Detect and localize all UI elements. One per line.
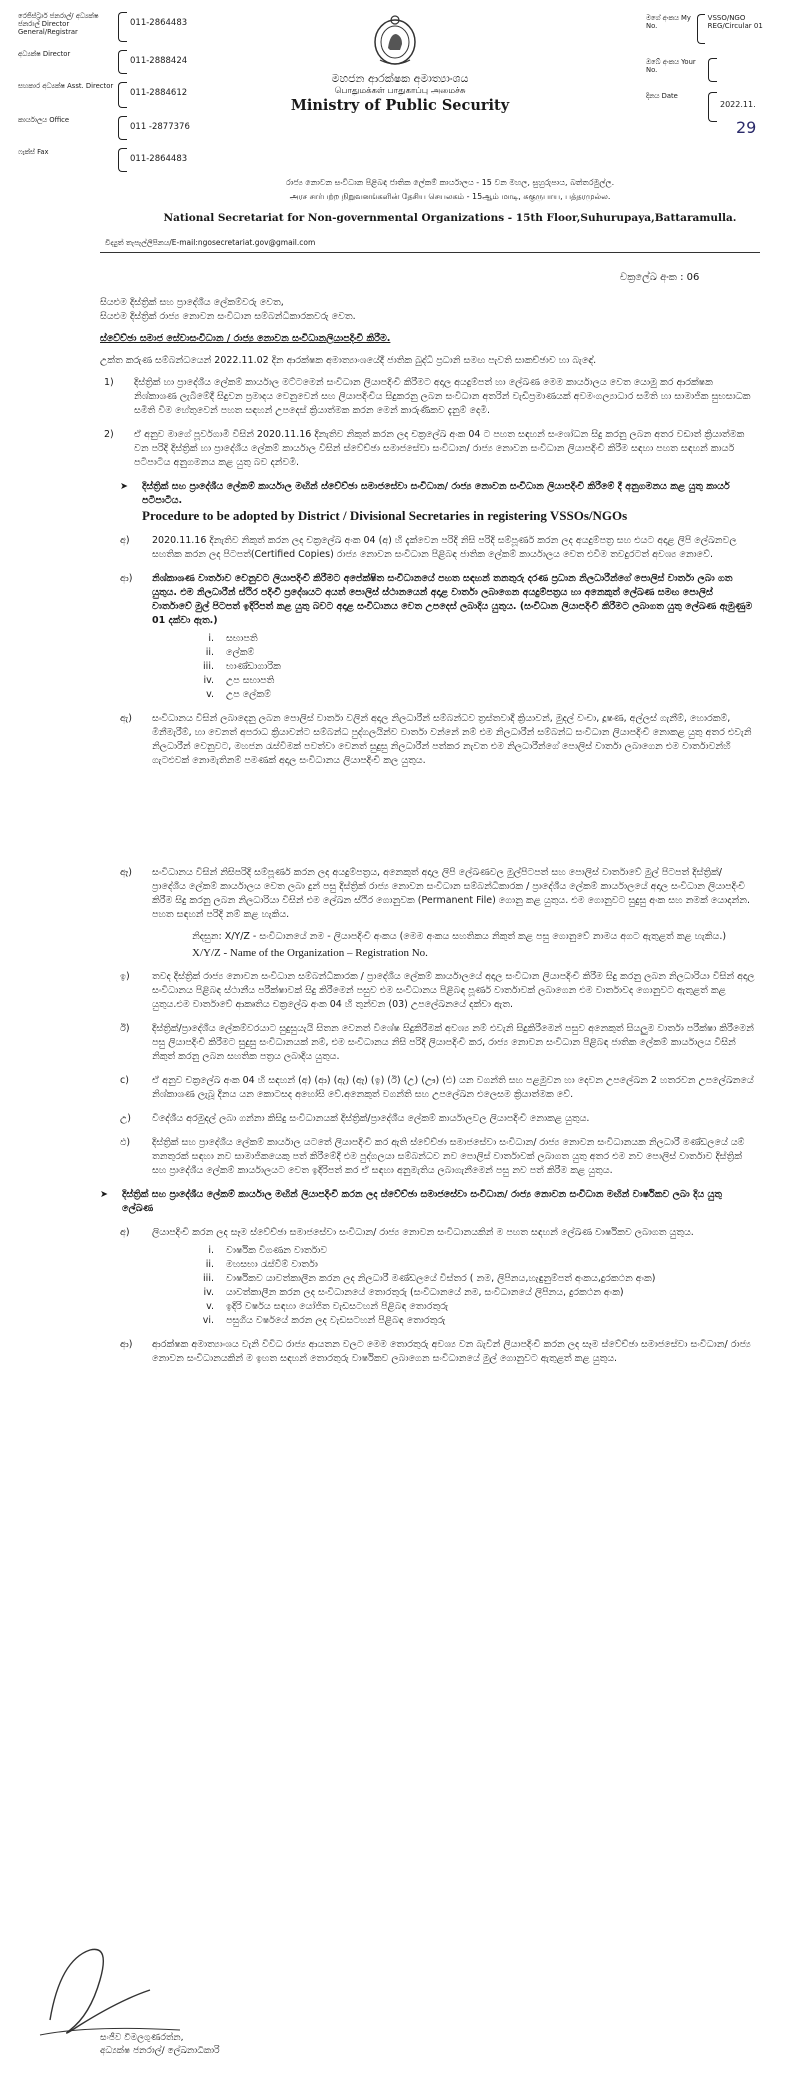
contact-row [18,82,218,108]
clause: ඊ) දිස්ත්‍රික්/ප්‍රාදේශීය ලේකම්වරයාට සුදුසුයැයි සිතන වෙනත් විශේෂ සිදුකිරීමක් අවශ්‍ය නම් එවැනි සිදුකිරීමෙන් පසුව අනෙකුත් සියලුම වාර්තා පරීක්ෂා කිරීමෙන් පසු ලියාපදිංචි කිරීමට සුදුසු සංවිධානයක් නම්, එම සංවිධානය නිසි පරිදි ලියාපදිංචි කර, රාජ්‍ය නොවන සංවිධාන පිළිබඳ ජාතික ලේකම් කාර්යාලය විසින් නිකුත් කරනු ලබන සහතික පත්‍රය ලබාදිය යුතුය. [120,1023,754,1062]
contact-label: අධ්‍යක්ෂ Director [18,50,71,58]
arrow-bullet-icon: ➤ [100,1189,108,1200]
contact-label: ෆැක්ස් Fax [18,148,49,156]
recipient-line: සියළුම දිස්ත්‍රික් රාජ්‍ය නොවන සංවිධාන සම්බන්ධීකාරකවරු වෙත. [100,311,356,322]
list-item: i. සභාපති [208,633,258,644]
secretariat-english: National Secretariat for Non-governmental Organizations - 15th Floor,Suhurupaya,Battaramulla. [163,212,737,224]
procedure-heading-english: Procedure to be adopted by District / Divisional Secretaries in registering VSSOs/NGOs [142,508,628,523]
clause: ආ) නිශ්කාශණ වාර්තාව වෙනුවට ලියාපදිංචි කිරීමට අපේක්ෂිත සංවිධානයේ පහත සඳහන් තනතුරු දරණ ප්‍රධාන නිලධාරීන්ගේ පොලිස් වාර්තා ලබා ගත යුතුය. එම නිලධාරීන් ස්ථිර පදිංචි ප්‍රදේශයට අයත් පොලිස් ස්ථානයෙන් අදාළ වාර්තා ලබාගෙන අයදුම්පත්‍රය හා අනෙකුත් ලේඛණ සමඟ පොලිස් වාර්තාවේ මුල් පිටපත් ඉදිරිපත් කළ යුතු බවට අදාළ සංවිධානය වෙත උපදෙස් ලබාදිය යුතුය. (සංවිධාන ලියාපදිංචි කිරීමට ලබාගත යුතු ලේඛණ ඇමුණුම 01 දක්වා ඇත.) i. සභාපති ii. ලේකම් iii. භාණ්ඩාගාරික iv. උප සභාපති v. උප ලේකම් [120,572,755,702]
ref-label: මගේ අංකය My No. [646,14,691,31]
divider [100,252,760,253]
contact-label: සහකාර අධ්‍යක්ෂ Asst. Director [18,82,114,90]
contact-value: 011-2888424 [130,56,188,66]
signatory-title: අධ්‍යක්ෂ ජනරාල්/ ලේඛනාධිකාරි [100,2046,220,2056]
letter-body [100,296,755,1376]
list-item: ii. ලේකම් [205,647,255,658]
subject-line: ස්වේච්ඡා සමාජ සේවාසංවිධාන / රාජ්‍ය නොවන සංවිධානලියාපදිංචි කිරීම. [100,333,391,344]
list-item: iv. උප සභාපති [203,675,275,686]
clause: අ) ලියාපදිංචි කරන ලද සෑම ස්වේච්ඡා සමාජසේවා සංවිධාන/ රාජ්‍ය නොවන සංවිධානයකින් ම පහත සඳහන් ලේඛණ වාර්ෂිකව ලබාගත යුතුය. i. වාර්ෂික විගණන වාර්තාව ii. මහසභා රැස්වීම් වාර්තා iii. වාර්ෂිකව යාවත්කාලීන කරන ලද නිලධාරී මණ්ඩලයේ විස්තර ( නම, ලිපිනය,හැඳුනුම්පත් අංකය,දුරකථන අංක) iv. යාවත්කාලීන කරන ලද සංවිධානයේ තොරතුරු (සංවිධානයේ නම, සංවිධානයේ ලිපිනය, දුරකථන අංක) v. ඉදිරි වර්ෂය සඳහා යෝජිත වැඩසටහන් පිළිබඳ තොරතුරු vi. පසුගිය වර්ෂයේ කරන ලද වැඩසටහන් පිළිබඳ තොරතුරු [120,1227,694,1326]
ref-label: දිනය Date [646,92,678,100]
page-break-gap [100,778,755,866]
contact-row [18,50,218,74]
ministry-title-block [190,72,610,114]
annual-docs-list [192,1244,694,1328]
contact-value: 011-2884612 [130,88,188,98]
example-en: X/Y/Z - Name of the Organization – Registration No. [192,947,428,959]
circular-number: චක්‍රලේඛ අංක : 06 [620,272,700,283]
list-item: i. වාර්ෂික විගණන වාර්තාව [208,1245,328,1256]
letterhead-refs-right [646,14,786,130]
ministry-name-sinhala: මහජන ආරක්ෂක අමාත්‍යාංශය [331,72,469,85]
example-si: නිදසුන: X/Y/Z - සංවිධානයේ නම - ලියාපදිංචි අංකය (මෙම අංකය සහතිකය නිකුත් කළ පසු ගොනුවේ නාමය අගට ඇතුළත් කළ හැකිය.) [192,931,727,942]
procedure-heading [120,480,755,524]
ref-row [646,14,786,44]
ref-label: ඔබේ අංකය Your No. [646,58,696,75]
signatory-block [100,2032,220,2058]
clause: ඵ) දිස්ත්‍රික් සහ ප්‍රාදේශීය ලේකම් කාර්යාල යටතේ ලියාපදිංචි කර ඇති ස්වේච්ඡා සමාජසේවා සංවිධාන/ රාජ්‍ය නොවන සංවිධානයක නිලධාරී මණ්ඩලයේ යම් තනතුරක් සඳහා නව සාමාජිකයෙකු පත් කිරීමේදී එම පුද්ගලයා සම්බන්ධව නව පොලිස් වාර්තාවක් ලබාගත යුතු අතර එම නව පොලිස් වාර්තාව දිස්ත්‍රික් සහ ප්‍රාදේශීය ලේකම් කාර්යාලයට වෙත ඉදිරිපත් කර ඒ සඳහා අනුමැතිය ලබාගැනීමෙන් පසු නව පත් කිරීම කළ යුතුය. [120,1137,745,1176]
annual-docs-heading: ➤ දිස්ත්‍රික් සහ ප්‍රාදේශීය ලේකම් කාර්යාල මඟින් ලියාපදිංචි කරන ලද ස්වේච්ඡා සමාජසේවා සංවිධාන/ රාජ්‍ය නොවන සංවිධාන මඟින් වාර්ෂිකව ලබා දිය යුතු ලේඛණ [100,1189,723,1214]
contact-row [18,148,218,172]
contact-value: 011 -2877376 [130,122,190,132]
procedure-heading-sinhala: දිස්ත්‍රික් සහ ප්‍රාදේශීය ලේකම් කාර්යාල මඟින් ස්වේච්ඡා සමාජසේවා සංවිධාන/ රාජ්‍ය නොවන සංවිධාන ලියාපදිංචි කිරීමේ දී අනුගමනය කළ යුතු කාර්ය පටිපාටිය. [142,481,730,506]
list-item: vi. පසුගිය වර්ෂයේ කරන ලද වැඩසටහන් පිළිබඳ තොරතුරු [202,1315,446,1326]
contact-value: 011-2864483 [130,154,188,164]
intro-paragraph: උක්ත කරුණ සම්බන්ධයෙන් 2022.11.02 දින ආරක්ෂක අමාත්‍යාංශයේදී ජාතික බුද්ධි ප්‍රධානි සමඟ පැවති සාකච්ඡාව හා බැඳේ. [100,355,597,366]
contact-label: රෙජිස්ට්‍රාර් ජනරාල්/ අධ්‍යක්ෂ ජනරාල් Director General/Registrar [18,12,99,37]
numbered-paragraph: 2) ඒ අනුව මාගේ පූර්වගාමී විසින් 2020.11.16 දිනැතිව නිකුත් කරන ලද චක්‍රලේඛ අංක 04 ට පහත සඳහන් සංශෝධන සිදු කරනු ලබන අතර වඩාත් ක්‍රියාත්මක වන පරිදි දිස්ත්‍රික් හා ප්‍රාදේශීය ලේකම් කාර්යාල විසින් ස්වේච්ඡා සමාජසේවා සංවිධාන/ රාජ්‍ය නොවන සංවිධාන ලියාපදිංචි කිරීම සඳහා පහත සඳහන් කාර්ය පටිපාටිය අනුගමනය කළ යුතු බව දන්වමි. [104,429,745,468]
numbered-paragraph: 1) දිස්ත්‍රික් හා ප්‍රාදේශීය ලේකම් කාර්යාල මට්ටමෙන් සංවිධාන ලියාපදිංචි කිරීමට අදාල අයදුම්පත් හා ලේඛණ මෙම කාර්යාලය වෙත යොමු කර ආරක්ෂක නිශ්කාශණ ලැබීමේදී සිදුවන ප්‍රමාදය වෙනුවෙන් සහ ලියාපදිංචිය සිදුකරනු ලබන සංවිධාන අතරින් වැඩිප්‍රමාණයක් අවමංගල්‍යාධාර සමිති හා සාමාජික සුභසාධක සමිති වීම හේතුවෙන් පහත සඳහන් උපදෙස් ක්‍රියාත්මක කරන මෙන් කාරුණිකව දැනුම් දෙමි. [104,377,751,416]
secretariat-sinhala: රාජ්‍ය නොවන සංවිධාන පිළිබඳ ජාතික ලේකම් කාර්යාලය - 15 වන මහල, සුහුරුපාය, බත්තරමුල්ල. [285,178,615,187]
clause: ආ) ආරක්ෂක අමාත්‍යාංශය වැනි විවිධ රාජ්‍ය ආයතන වලට මෙම තොරතුරු අවශ්‍ය වන බැවින් ලියාපදිංචි කරන ලද සෑම ස්වේච්ඡා සමාජසේවා සංවිධාන/ රාජ්‍ය නොවන සංවිධානයකින් ම ඉහත සඳහන් තොරතුරු වාර්ෂිකව ලබාගෙන සංවිධානයේ මුල් ගොනුවට ඇතුළත් කළ යුතුය. [120,1339,751,1364]
ref-row [646,92,786,122]
contact-value: 011-2864483 [130,18,188,28]
clause: උ) විදේශීය අරමුදල් ලබා ගන්නා කිසිදු සංවිධානයක් දිස්ත්‍රික්/ප්‍රාදේශීය ලේකම් කාර්යාලවල ලියාපදිංචි නොකළ යුතුය. [120,1113,590,1124]
ref-value: 2022.11. [720,100,756,109]
list-item: v. ඉදිරි වර්ෂය සඳහා යෝජිත වැඩසටහන් පිළිබඳ තොරතුරු [206,1301,449,1312]
ministry-name-english: Ministry of Public Security [290,97,510,114]
contact-label: කාර්යාලය Office [18,116,70,124]
list-item: ii. මහසභා රැස්වීම් වාර්තා [205,1259,318,1270]
email-line: විද්‍යුත් තැපැල්ලිපිනය/E-mail:ngosecretariat.gov@gmail.com [105,238,316,247]
arrow-bullet-icon: ➤ [120,481,128,492]
handwritten-date: 29 [736,118,757,137]
recipient-line: සියළුම දිස්ත්‍රික් සහ ප්‍රාදේශීය ලේකම්වරු වෙත, [100,297,284,308]
list-item: v. උප ලේකම් [206,689,271,700]
list-item: iii. වාර්ෂිකව යාවත්කාලීන කරන ලද නිලධාරී මණ්ඩලයේ විස්තර ( නම, ලිපිනය,හැඳුනුම්පත් අංකය,දුරකථන අංක) [203,1273,656,1284]
contact-row [18,12,218,42]
letterhead-contacts-left [18,12,218,180]
secretariat-tamil: அரச சார்பற்ற நிறுவனங்களின் தேசிய செயலகம் - 15ஆம் மாடி, சுகுருபாய, பத்தரமுல்ல. [289,192,611,201]
clause: අ) 2020.11.16 දිනැතිව නිකුත් කරන ලද චක්‍රලේඛ අංක 04 (අ) හි දැක්වෙන පරිදි නිසි පරිදි සම්පූර්ණ කරන ලද අයදුම්පත්‍ර සහ එයට අදාළ ලිපි ලේඛනවල සහතික කරන ලද පිටපත්(Certified Copies) රාජ්‍ය නොවන සංවිධාන පිළිබඳ ජාතික ලේකම් කාර්යාලය වෙත එවීම තවදුරටත් අවශ්‍ය නොවේ. [120,535,737,560]
ref-value: VSSO/NGO REG/Circular 01 [707,14,763,30]
contact-row [18,116,218,140]
clause: c) ඒ අනුව චක්‍රලේඛ අංක 04 හි සඳහන් (අ) (ආ) (ඇ) (ඈ) (ඉ) (ඊ) (උ) (ඌ) (එ) යන වගන්ති සහ පළමුවන හා දෙවන උපලේඛන 2 හතරවන උපලේඛනයේ නිශ්කාශණ ලැබූ දිනය යන කොටසද අහෝසි වේ.අනෙකුත් වගන්ති සහ උපලේඛන එලෙසම ක්‍රියාත්මක වේ. [120,1075,754,1100]
list-item: iv. යාවත්කාලීන කරන ලද සංවිධානයේ තොරතුරු (සංවිධානයේ නම, සංවිධානයේ ලිපිනය, දුරකථන අංක) [203,1287,624,1298]
clause: ඉ) තවද දිස්ත්‍රික් රාජ්‍ය නොවන සංවිධාන සම්බන්ධීකාරක / ප්‍රාදේශීය ලේකම් කාර්යාලයේ අදාල සංවිධාන ලියාපදිංචි කිරීම සිදු කරනු ලබන නිලධාරියා විසින් අදාල සංවිධානය පිළිබඳ ස්ථානීය පරීක්ෂාවක් සිදු කිරීමෙන් පසුව එම සංවිධානය පිළිබඳ පූර්ණ වාර්තාවක් ලබාගෙන එම වාර්තාවද ගොනුවට ඇතුළත් කළ යුතුය.එම වාර්තාවේ ආකෘතිය චක්‍රලේඛ අංක 04 හි තුන්වන (03) උපලේඛනයේ දක්වා ඇත. [120,971,755,1010]
signatory-name: සංජීව විමලගුණරත්න, [100,2033,184,2043]
officer-roles-list [192,632,755,702]
ref-row [646,58,786,82]
clause: ඇ) සංවිධානය විසින් ලබාදෙනු ලබන පොලිස් වාර්තා වලින් අදාල නිලධාරීන් සම්බන්ධව ත්‍රස්තවාදී ක්‍රියාවන්, මුදල් වංචා, දූෂණ, අල්ලස් ගැනීම්, හොරකම්, මිනීමැරීම්, හා වෙනත් අපරාධ ක්‍රියාවන්ට සම්බන්ධ පුද්ගලයින්ව වාර්තා වන්නේ නම් එම නිලධාරීන් සම්බන්ධ සංවිධාන ලියාපදිංචි නොකළ යුතු අතර එවැනි නිලධාරීන් වෙනුවට, මහජන රැස්වීමක් පවත්වා වෙනත් සුදුසු නිලධාරීන් පත්කර නැවත එම නිලධාරීන්ගේ පොලිස් වාර්තා ලබාගෙන එම වාර්තාවන්හි ගැටළුවක් නොමැතිනම් පමණක් අදාල සංවිධානය ලියාපදිංචි කල යුතුය. [120,713,752,766]
ministry-name-tamil: பொதுமக்கள் பாதுகாப்பு அமைச்சு [334,86,466,96]
clause: ඈ) සංවිධානය විසින් නිසිපරිදි සම්පූර්ණ කරන ලද අයදුම්පත්‍රය, අනෙකුත් අදාල ලිපි ලේඛණවල මුල්පිටපත් සහ පොලිස් වාර්තාවේ මුල් පිටපත් දිස්ත්‍රික්/ප්‍රාදේශීය ලේකම් කාර්යාලය වෙත ලබා දුන් පසු දිස්ත්‍රික් රාජ්‍ය නොවන සංවිධාන සම්බන්ධීකාරක / ප්‍රාදේශීය ලේකම් කාර්යාලයේ අදාල සංවිධාන ලියාපදිංචි කිරීම සිදු කරනු ලබන නිලධාරියා විසින් එම ලේඛන ස්ථිර ගොනුවක (Permanent File) ගොනු කළ යුතුය. එම ගොනුවට සුදුසු අංක සහ නමක් යොදන්න. පහත සඳහන් පරිදි නම් කළ හැකිය. නිදසුන: X/Y/Z - සංවිධානයේ නම - ලියාපදිංචි අංකය (මෙම අංකය සහතිකය නිකුත් කළ පසු ගොනුවේ නාමය අගට ඇතුළත් කළ හැකිය.) X/Y/Z - Name of the Organization – Registration No. [120,866,755,960]
list-item: iii. භාණ්ඩාගාරික [203,661,281,672]
sri-lanka-emblem-icon [372,12,418,68]
